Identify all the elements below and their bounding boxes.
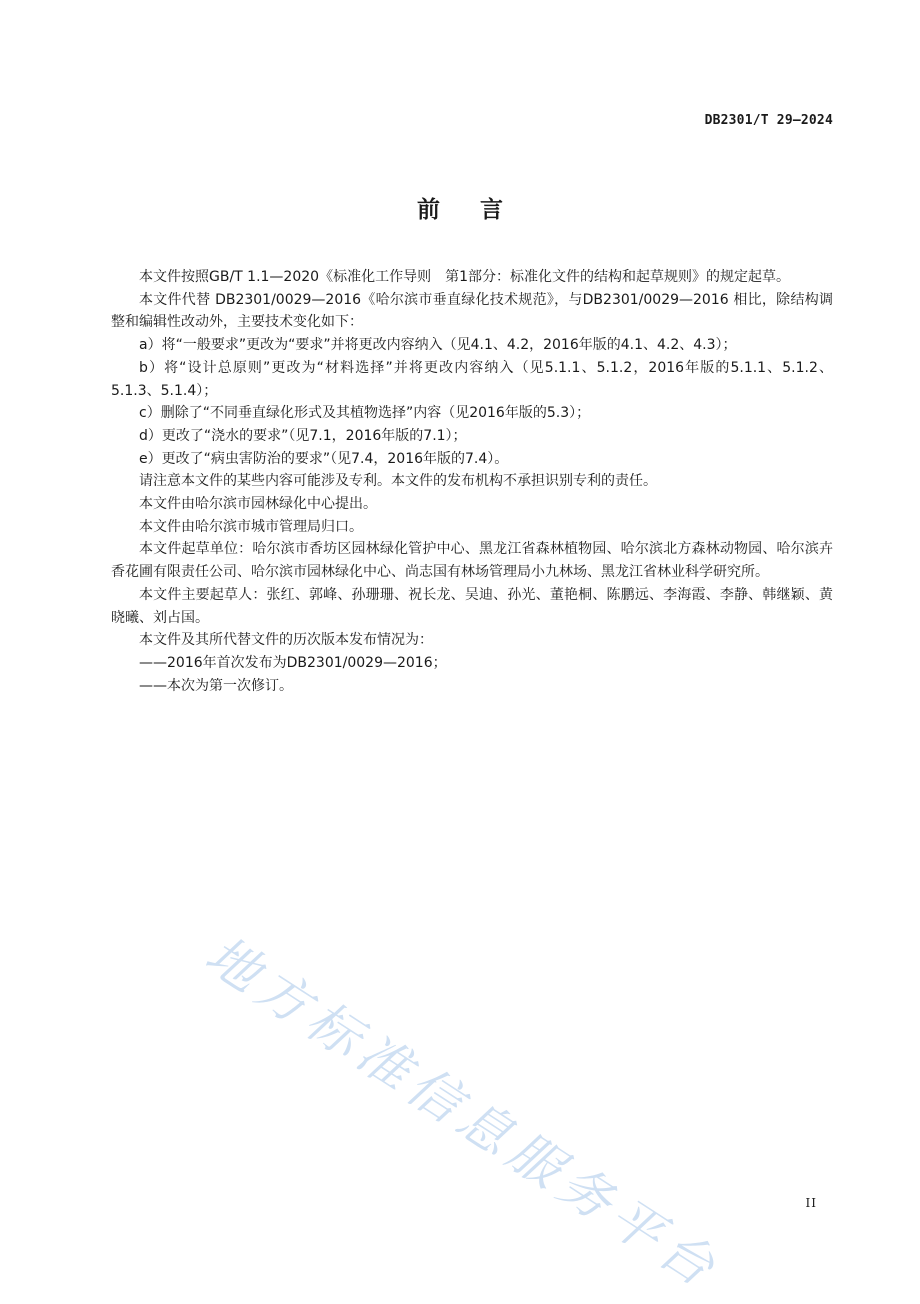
paragraph-administrator: 本文件由哈尔滨市城市管理局归口。 [139, 518, 363, 535]
page-title: 前言 [417, 197, 543, 223]
paragraph-drafting-basis: 本文件按照GB/T 1.1—2020《标准化工作导则 第1部分：标准化文件的结构和起草规则》的规定起草。 [139, 269, 790, 285]
paragraph-replacement: 本文件代替 DB2301/0029—2016《哈尔滨市垂直绿化技术规范》，与DB2301/0029—2016 相比，除结构调整和编辑性改动外，主要技术变化如下： [111, 291, 833, 331]
change-item-d: d）更改了“浇水的要求”（见7.1，2016年版的7.1）； [139, 427, 467, 444]
paragraph-patent-notice: 请注意本文件的某些内容可能涉及专利。本文件的发布机构不承担识别专利的责任。 [139, 473, 657, 490]
paragraph-version-history: 本文件及其所代替文件的历次版本发布情况为： [139, 632, 433, 649]
change-item-e: e）更改了“病虫害防治的要求”（见7.4，2016年版的7.4）。 [139, 450, 509, 467]
change-item-c: c）删除了“不同垂直绿化形式及其植物选择”内容（见2016年版的5.3）； [139, 405, 591, 422]
change-item-a: a）将“一般要求”更改为“要求”并将更改内容纳入（见4.1、4.2，2016年版的4.1、4.2、4.3）； [139, 337, 737, 354]
standard-code: DB2301/T 29—2024 [704, 113, 833, 128]
watermark: 地方标准信息服务平台 [194, 924, 731, 1303]
paragraph-proposer: 本文件由哈尔滨市园林绿化中心提出。 [139, 496, 377, 513]
page-number: II [805, 1196, 817, 1210]
paragraph-drafters: 本文件主要起草人：张红、郭峰、孙珊珊、祝长龙、吴迪、孙光、董艳桐、陈鹏远、李海霞、李静、韩继颖、黄晓曦、刘占国。 [111, 586, 833, 626]
document-body [111, 266, 833, 697]
version-history-item-current: ——本次为第一次修订。 [139, 677, 293, 694]
change-item-b: b）将“设计总原则”更改为“材料选择”并将更改内容纳入（见5.1.1、5.1.2，2016年版的5.1.1、5.1.2、5.1.3、5.1.4）； [111, 359, 833, 399]
version-history-item-2016: ——2016年首次发布为DB2301/0029—2016； [139, 654, 447, 671]
paragraph-drafting-units: 本文件起草单位：哈尔滨市香坊区园林绿化管护中心、黑龙江省森林植物园、哈尔滨北方森林动物园、哈尔滨卉香花圃有限责任公司、哈尔滨市园林绿化中心、尚志国有林场管理局小九林场、黑龙江省林业科学研究所。 [111, 541, 833, 581]
